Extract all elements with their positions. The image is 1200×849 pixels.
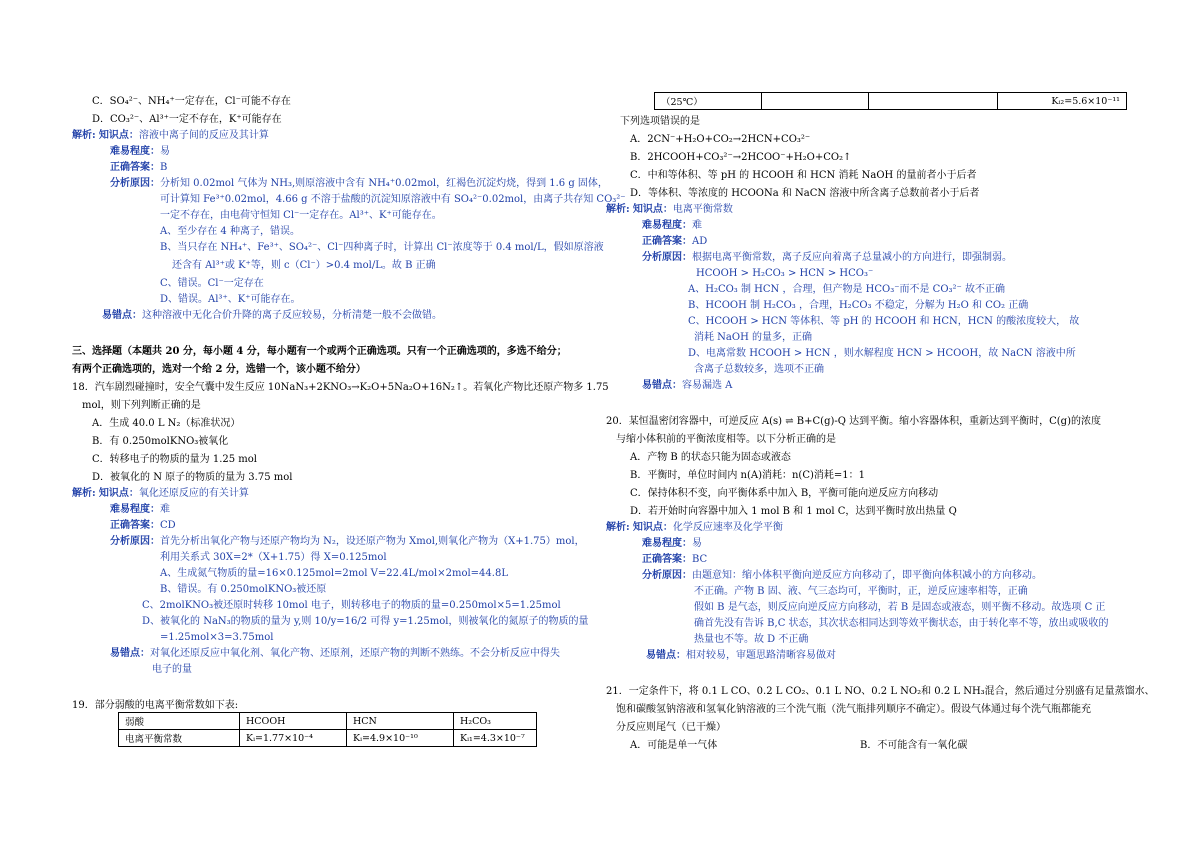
q19-error-point: 容易漏选 A bbox=[682, 380, 733, 391]
q18-error-point-1: 对氧化还原反应中氧化剂、氧化产物、还原剂，还原产物的判断不熟练。不会分析反应中得失 bbox=[150, 648, 560, 659]
q20-zsd-label: 知识点： bbox=[632, 522, 673, 533]
q18-stem-1: 18．汽车剧烈碰撞时，安全气囊中发生反应 10NaN₃+2KNO₃→K₂O+5Na₂O+16N₂↑。若氧化产物比还原产物多 1.75 bbox=[72, 382, 609, 393]
q18-option-d: D．被氧化的 N 原子的物质的量为 3.75 mol bbox=[92, 472, 293, 483]
q19-analysis-c-2: 消耗 NaOH 的量多，正确 bbox=[694, 332, 812, 343]
q19-difficulty-label: 难易程度： bbox=[642, 220, 692, 231]
q18-difficulty: 难 bbox=[160, 504, 170, 515]
q20-stem-2: 与缩小体积前的平衡浓度相等。以下分析正确的是 bbox=[616, 434, 836, 445]
q20-jiexi-label: 解析: bbox=[606, 522, 630, 533]
q17-analysis-c: C、错误。Cl⁻一定存在 bbox=[160, 278, 264, 289]
q19-analysis-c-1: C、HCOOH > HCN 等体积、等 pH 的 HCOOH 和 HCN，HCN 的酸浓度较大， 故 bbox=[688, 316, 1080, 327]
q17-jiexi-label: 解析: bbox=[72, 130, 96, 141]
q19-question: 下列选项错误的是 bbox=[620, 116, 700, 127]
q19-analysis-b: B、HCOOH 制 H₂CO₃ ，合理，H₂CO₃ 不稳定，分解为 H₂O 和 CO₂ 正确 bbox=[688, 300, 1029, 311]
q17-reason-label: 分析原因： bbox=[110, 178, 160, 189]
q18-reason-line-2: 利用关系式 30X=2*（X+1.75）得 X=0.125mol bbox=[160, 552, 387, 563]
q18-zsd-label: 知识点： bbox=[98, 488, 139, 499]
q17-analysis-a: A、至少存在 4 种离子，错误。 bbox=[160, 226, 300, 237]
q20-option-b: B．平衡时，单位时间内 n(A)消耗：n(C)消耗=1：1 bbox=[630, 470, 865, 481]
q17-option-d: D．CO₃²⁻、Al³⁺一定不存在，K⁺可能存在 bbox=[92, 114, 282, 125]
table-cell: Kᵢ₂=5.6×10⁻¹¹ bbox=[998, 93, 1127, 110]
table-cell: Kᵢ₁=4.3×10⁻⁷ bbox=[454, 730, 537, 747]
q20-reason-line-2: 不正确。产物 B 固、液、气三态均可，平衡时，正，逆反应速率相等，正确 bbox=[694, 586, 1028, 597]
q17-error-label: 易错点： bbox=[102, 310, 142, 321]
table-cell: Kᵢ=1.77×10⁻⁴ bbox=[240, 730, 347, 747]
q19-answer-label: 正确答案： bbox=[642, 236, 692, 247]
q20-reason-line-3: 假如 B 是气态，则反应向逆反应方向移动，若 B 是固态或液态，则平衡不移动。故选项 C 正 bbox=[694, 602, 1106, 613]
q20-reason-label: 分析原因： bbox=[642, 570, 692, 581]
q18-answer-label: 正确答案： bbox=[110, 520, 160, 531]
q18-option-b: B．有 0.250molKNO₃被氧化 bbox=[92, 436, 229, 447]
q18-analysis-d-1: D、被氧化的 NaN₃的物质的量为 y,则 10/y=16/2 可得 y=1.25mol，则被氧化的氮原子的物质的量 bbox=[142, 616, 589, 627]
q19-option-b: B．2HCOOH+CO₃²⁻→2HCOO⁻+H₂O+CO₂↑ bbox=[630, 152, 852, 163]
q19-analysis-a: A、H₂CO₃ 制 HCN ，合理，但产物是 HCO₃⁻而不是 CO₃²⁻ 故不正确 bbox=[688, 284, 1006, 295]
q17-error-point: 这种溶液中无化合价升降的离子反应较易，分析清楚一般不会做错。 bbox=[142, 310, 442, 321]
table-row bbox=[655, 93, 1127, 110]
q20-answer: BC bbox=[692, 554, 708, 565]
q19-jiexi-label: 解析: bbox=[606, 204, 630, 215]
q19-zsd-label: 知识点： bbox=[632, 204, 673, 215]
table-cell: Kᵢ=4.9×10⁻¹⁰ bbox=[347, 730, 454, 747]
q19-answer: AD bbox=[692, 236, 708, 247]
q19-analysis-d-2: 含离子总数较多，选项不正确 bbox=[694, 364, 824, 375]
q18-difficulty-label: 难易程度： bbox=[110, 504, 160, 515]
q20-reason-line-4: 确首先没有告诉 B,C 状态，其次状态相同达到等效平衡状态，由于转化率不等，放出或吸收的 bbox=[694, 618, 1109, 629]
table-row bbox=[119, 713, 537, 730]
q17-reason-line-2: 可计算知 Fe³⁺0.02mol，4.66 g 不溶于盐酸的沉淀知原溶液中有 SO₄²⁻0.02mol，由离子共存知 CO₃²⁻ bbox=[160, 194, 626, 205]
q17-analysis-b-2: 还含有 Al³⁺或 K⁺等，则 c（Cl⁻）>0.4 mol/L。故 B 正确 bbox=[172, 260, 436, 271]
table-cell bbox=[762, 93, 869, 110]
q17-option-c: C．SO₄²⁻、NH₄⁺一定存在，Cl⁻可能不存在 bbox=[92, 96, 291, 107]
q17-zsd-label: 知识点： bbox=[98, 130, 139, 141]
table-cell: 电离平衡常数 bbox=[119, 730, 240, 747]
table-header-cell: 弱酸 bbox=[119, 713, 240, 730]
q19-acid-order: HCOOH > H₂CO₃ > HCN > HCO₃⁻ bbox=[696, 268, 874, 279]
q17-reason-line-3: 一定不存在，由电荷守恒知 Cl⁻一定存在。Al³⁺、K⁺可能存在。 bbox=[160, 210, 442, 221]
q19-ka-table bbox=[118, 712, 537, 747]
q18-error-point-2: 电子的量 bbox=[152, 664, 192, 675]
q20-difficulty: 易 bbox=[692, 538, 702, 549]
q20-reason-line-5: 热量也不等。故 D 不正确 bbox=[694, 634, 809, 645]
q18-stem-2: mol，则下列判断正确的是 bbox=[82, 400, 201, 411]
table-header-cell: HCOOH bbox=[240, 713, 347, 730]
q20-stem-1: 20．某恒温密闭容器中，可逆反应 A(s) ⇌ B+C(g)-Q 达到平衡。缩小容器体积，重新达到平衡时，C(g)的浓度 bbox=[606, 416, 1101, 427]
q19-option-d: D．等体积、等浓度的 HCOONa 和 NaCN 溶液中所含离子总数前者小于后者 bbox=[630, 188, 980, 199]
q20-answer-label: 正确答案： bbox=[642, 554, 692, 565]
q17-answer-label: 正确答案： bbox=[110, 162, 160, 173]
table-header-cell: HCN bbox=[347, 713, 454, 730]
q18-answer: CD bbox=[160, 520, 176, 531]
q17-analysis-b-1: B、当只存在 NH₄⁺、Fe³⁺、SO₄²⁻、Cl⁻四种离子时，计算出 Cl⁻浓度等于 0.4 mol/L，假如原溶液 bbox=[160, 242, 604, 253]
q18-option-a: A．生成 40.0 L N₂（标准状况） bbox=[92, 418, 241, 429]
q18-analysis-a: A、生成氮气物质的量=16×0.125mol=2mol V=22.4L/mol×2mol=44.8L bbox=[160, 568, 508, 579]
q18-analysis-d-2: =1.25mol×3=3.75mol bbox=[160, 632, 274, 643]
q18-analysis-b: B、错误。有 0.250molKNO₃被还原 bbox=[160, 584, 327, 595]
q20-option-a: A．产物 B 的状态只能为固态或液态 bbox=[630, 452, 791, 463]
q20-error-label: 易错点： bbox=[646, 650, 686, 661]
table-cell bbox=[869, 93, 998, 110]
q19-stem: 19．部分弱酸的电离平衡常数如下表: bbox=[72, 700, 239, 711]
q18-jiexi-label: 解析: bbox=[72, 488, 96, 499]
q21-stem-2: 饱和碳酸氢钠溶液和氢氧化钠溶液的三个洗气瓶（洗气瓶排列顺序不确定）。假设气体通过每个洗气瓶都能充 bbox=[616, 704, 1091, 715]
q17-analysis-d: D、错误。Al³⁺、K⁺可能存在。 bbox=[160, 294, 301, 305]
q19-error-label: 易错点： bbox=[642, 380, 682, 391]
q20-option-d: D．若开始时向容器中加入 1 mol B 和 1 mol C，达到平衡时放出热量 Q bbox=[630, 506, 957, 517]
q21-option-b: B．不可能含有一氧化碳 bbox=[860, 740, 968, 751]
q19-analysis-d-1: D、电离常数 HCOOH > HCN ，则水解程度 HCN > HCOOH，故 NaCN 溶液中所 bbox=[688, 348, 1076, 359]
q18-error-label: 易错点： bbox=[110, 648, 150, 659]
q18-reason-label: 分析原因： bbox=[110, 536, 160, 547]
q17-answer: B bbox=[160, 162, 168, 173]
q21-stem-1: 21．一定条件下，将 0.1 L CO、0.2 L CO₂、0.1 L NO、0.2 L NO₂和 0.2 L NH₃混合，然后通过分别盛有足量蒸馏水、 bbox=[606, 686, 1155, 697]
q17-knowledge-point: 溶液中离子间的反应及其计算 bbox=[138, 130, 269, 141]
q18-knowledge-point: 氧化还原反应的有关计算 bbox=[138, 488, 249, 499]
q17-difficulty-label: 难易程度： bbox=[110, 146, 160, 157]
q18-option-c: C．转移电子的物质的量为 1.25 mol bbox=[92, 454, 257, 465]
q19-knowledge-point: 电离平衡常数 bbox=[672, 204, 733, 215]
q20-option-c: C．保持体积不变，向平衡体系中加入 B，平衡可能向逆反应方向移动 bbox=[630, 488, 939, 499]
q17-reason-line-1: 分析知 0.02mol 气体为 NH₃,则原溶液中含有 NH₄⁺0.02mol，红褐色沉淀灼烧，得到 1.6 g 固体， bbox=[160, 178, 608, 189]
q19-option-c: C．中和等体积、等 pH 的 HCOOH 和 HCN 消耗 NaOH 的量前者小于后者 bbox=[630, 170, 977, 181]
section3-heading-1: 三、选择题（本题共 20 分，每小题 4 分，每小题有一个或两个正确选项。只有一个正确选项的，多选不给分； bbox=[72, 346, 567, 357]
q20-knowledge-point: 化学反应速率及化学平衡 bbox=[672, 522, 783, 533]
q18-reason-line-1: 首先分析出氧化产物与还原产物均为 N₂，设还原产物为 Xmol,则氧化产物为（X+1.75）mol， bbox=[160, 536, 585, 547]
table-row bbox=[119, 730, 537, 747]
q19-reason-label: 分析原因： bbox=[642, 252, 692, 263]
table-header-cell: H₂CO₃ bbox=[454, 713, 537, 730]
q19-reason: 根据电离平衡常数，离子反应向着离子总量减小的方向进行，即强制弱。 bbox=[692, 252, 1012, 263]
q19-ka-table-continued bbox=[654, 92, 1127, 110]
q18-analysis-c: C、2molKNO₃被还原时转移 10mol 电子，则转移电子的物质的量=0.250mol×5=1.25mol bbox=[142, 600, 561, 611]
q20-difficulty-label: 难易程度： bbox=[642, 538, 692, 549]
q20-error-point: 相对较易，审题思路清晰容易做对 bbox=[686, 650, 836, 661]
q19-difficulty: 难 bbox=[692, 220, 702, 231]
q17-difficulty: 易 bbox=[160, 146, 170, 157]
q20-reason-line-1: 由题意知：缩小体积平衡向逆反应方向移动了，即平衡向体积减小的方向移动。 bbox=[692, 570, 1042, 581]
q21-option-a: A．可能是单一气体 bbox=[630, 740, 718, 751]
q19-option-a: A．2CN⁻+H₂O+CO₂→2HCN+CO₃²⁻ bbox=[630, 134, 811, 145]
q21-stem-3: 分反应则尾气（已干燥） bbox=[616, 722, 726, 733]
section3-heading-2: 有两个正确选项的，选对一个给 2 分，选错一个，该小题不给分） bbox=[72, 364, 366, 375]
table-cell: （25℃） bbox=[655, 93, 762, 110]
